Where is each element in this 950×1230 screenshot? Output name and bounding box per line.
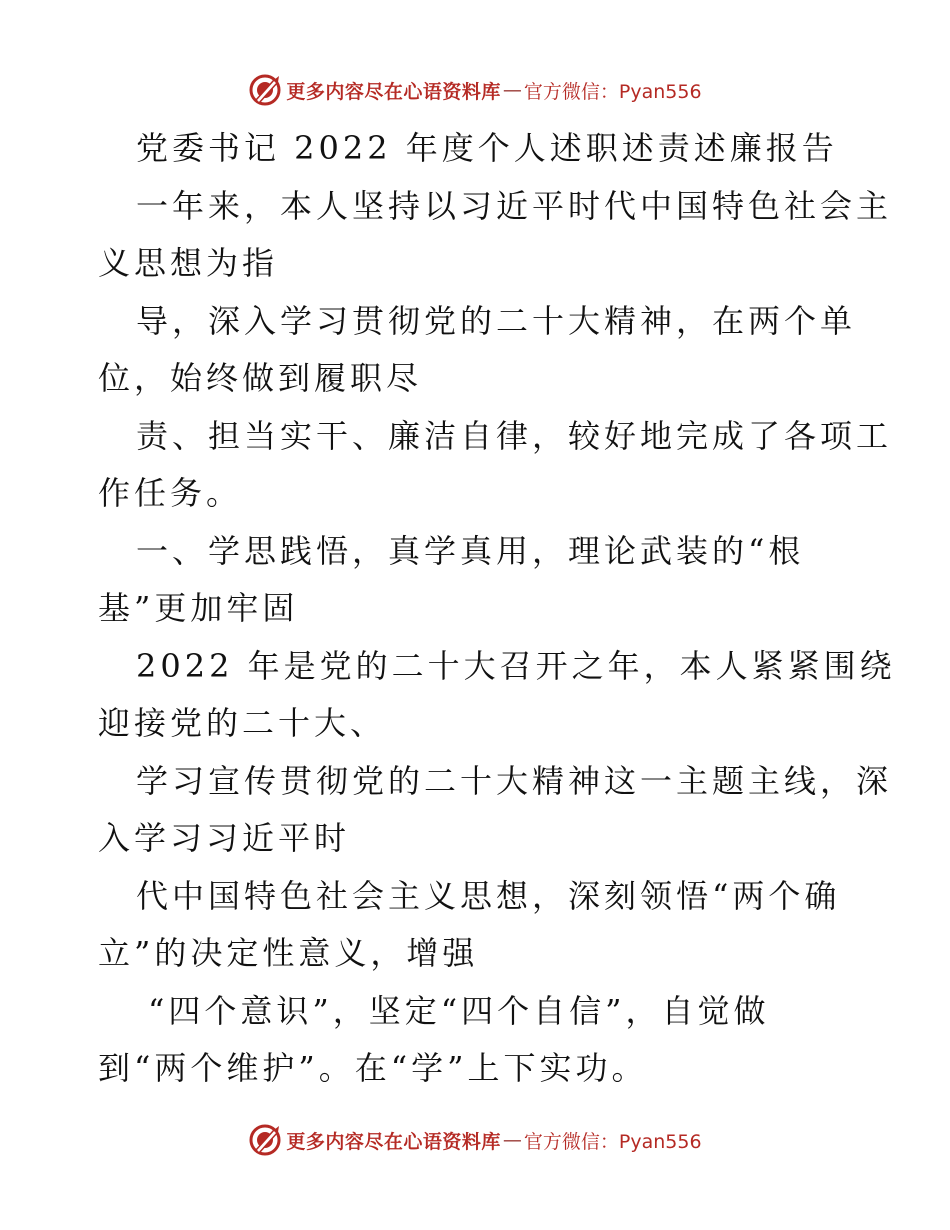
banner-separator: — (502, 1129, 522, 1151)
paragraph-line: “四个意识”，坚定“四个自信”，自觉做 (148, 991, 770, 1030)
paragraph-line: 学习宣传贯彻党的二十大精神这一主题主线，深 (136, 761, 893, 800)
paragraph-line: 责、担当实干、廉洁自律，较好地完成了各项工 (136, 416, 893, 455)
paragraph-line: 入学习习近平时 (98, 819, 351, 857)
paragraph-line: 2022 年是党的二十大召开之年，本人紧紧围绕 (136, 646, 896, 685)
paragraph-line: 作任务。 (98, 474, 243, 512)
banner-separator: — (502, 79, 522, 101)
header-watermark-banner (0, 70, 950, 110)
paragraph-line: 代中国特色社会主义思想，深刻领悟“两个确 (136, 876, 841, 915)
banner-main-text: 更多内容尽在心语资料库 (286, 80, 501, 103)
paragraph-line: 义思想为指 (98, 244, 279, 282)
footer-watermark-banner (0, 1120, 950, 1160)
document-body (98, 120, 896, 1098)
paragraph-line: 迎接党的二十大、 (98, 704, 387, 742)
banner-main-text: 更多内容尽在心语资料库 (286, 1130, 501, 1153)
banner-contact: 官方微信：Pyan556 (523, 1130, 702, 1153)
paragraph-line: 位，始终做到履职尽 (98, 359, 423, 397)
pen-logo-icon (248, 1123, 282, 1157)
paragraph-line: 导，深入学习贯彻党的二十大精神，在两个单 (136, 301, 857, 340)
paragraph-line: 立”的决定性意义，增强 (98, 934, 479, 972)
pen-logo-icon (248, 73, 282, 107)
banner-contact: 官方微信：Pyan556 (523, 80, 702, 103)
document-title: 党委书记 2022 年度个人述职述责述廉报告 (136, 129, 838, 167)
section-heading-line: 一、学思践悟，真学真用，理论武装的“根 (136, 531, 805, 570)
paragraph-line: 到“两个维护”。在“学”上下实功。 (98, 1049, 648, 1087)
paragraph-line: 一年来，本人坚持以习近平时代中国特色社会主 (136, 186, 893, 225)
section-heading-line: 基”更加牢固 (98, 589, 299, 627)
